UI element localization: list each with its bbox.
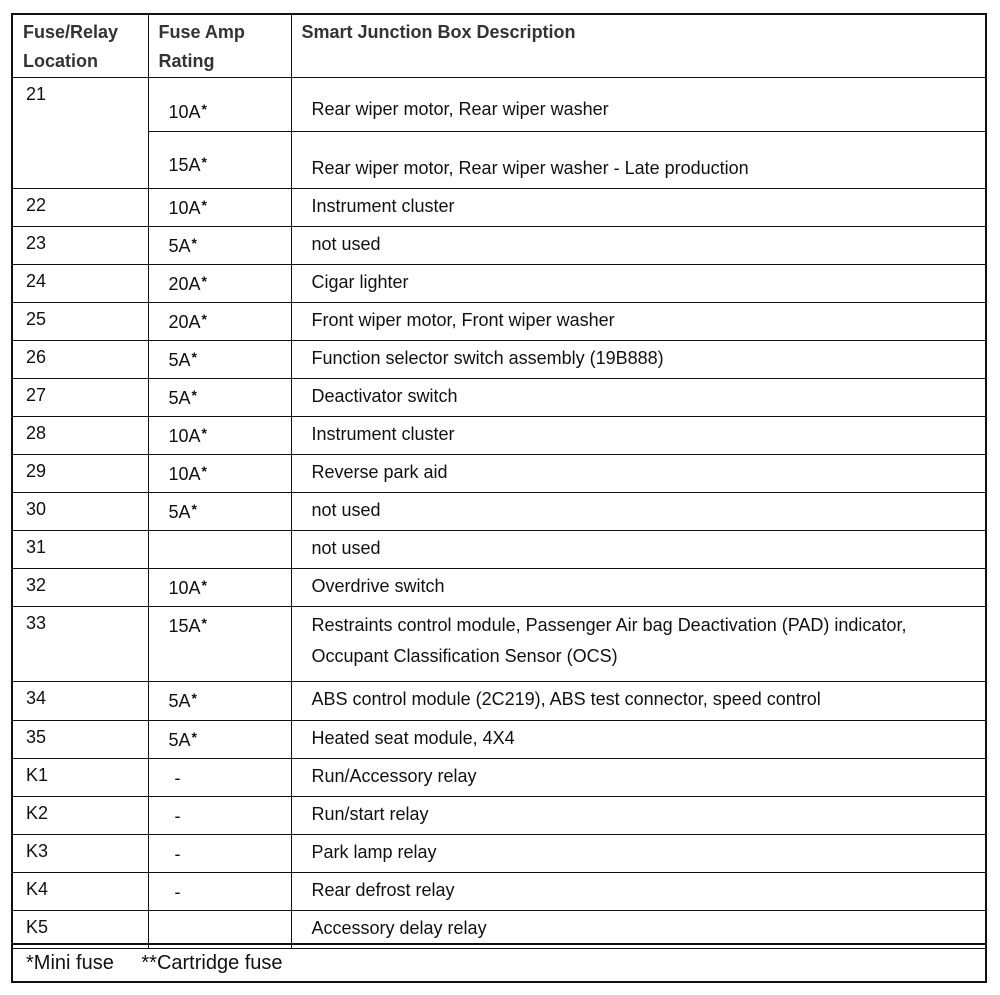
description-cell: ABS control module (2C219), ABS test connector, speed control — [291, 681, 985, 720]
footnote-legend — [13, 943, 985, 981]
description-cell: Restraints control module, Passenger Air bag Deactivation (PAD) indicator, Occupant Classification Sensor (OCS) — [291, 606, 985, 681]
amp-cell: 10A* — [148, 568, 291, 606]
location-cell: K1 — [13, 758, 148, 796]
cartridge-fuse-note: **Cartridge fuse — [141, 952, 283, 974]
mini-fuse-note: *Mini fuse — [26, 952, 114, 974]
table-header-row — [13, 15, 985, 77]
location-cell: K4 — [13, 872, 148, 910]
description-cell: Park lamp relay — [291, 834, 985, 872]
table-row — [13, 226, 985, 264]
description-cell: not used — [291, 226, 985, 264]
table-row — [13, 758, 985, 796]
amp-cell: 5A* — [148, 681, 291, 720]
table-row — [13, 834, 985, 872]
header-location: Fuse/Relay Location — [13, 15, 148, 77]
table-row — [13, 340, 985, 378]
amp-cell: 10A* — [148, 416, 291, 454]
location-cell: 22 — [13, 188, 148, 226]
table-row — [13, 872, 985, 910]
location-cell: 25 — [13, 302, 148, 340]
location-cell: 21 — [13, 77, 148, 188]
description-cell: not used — [291, 492, 985, 530]
table-row — [13, 188, 985, 226]
amp-cell: - — [148, 872, 291, 910]
description-cell: Reverse park aid — [291, 454, 985, 492]
description-cell: Instrument cluster — [291, 188, 985, 226]
description-cell: Run/Accessory relay — [291, 758, 985, 796]
amp-cell: 20A* — [148, 264, 291, 302]
header-amp-rating: Fuse Amp Rating — [148, 15, 291, 77]
description-text: Rear wiper motor, Rear wiper washer - Late production — [311, 157, 749, 178]
header-description: Smart Junction Box Description — [291, 15, 985, 77]
location-cell: 27 — [13, 378, 148, 416]
description-cell — [291, 77, 985, 188]
description-cell: not used — [291, 530, 985, 568]
amp-cell: - — [148, 758, 291, 796]
description-cell: Instrument cluster — [291, 416, 985, 454]
description-text: Rear wiper motor, Rear wiper washer — [311, 98, 609, 119]
location-cell: 26 — [13, 340, 148, 378]
table-row — [13, 606, 985, 681]
location-cell: 31 — [13, 530, 148, 568]
table-row — [13, 492, 985, 530]
location-cell: 33 — [13, 606, 148, 681]
amp-value: 15A* — [168, 153, 207, 175]
location-cell: 30 — [13, 492, 148, 530]
amp-cell: - — [148, 796, 291, 834]
description-cell: Deactivator switch — [291, 378, 985, 416]
amp-cell: 15A* — [148, 606, 291, 681]
table-row — [13, 302, 985, 340]
table-row — [13, 416, 985, 454]
table-row — [13, 720, 985, 758]
description-cell: Rear defrost relay — [291, 872, 985, 910]
location-cell: 34 — [13, 681, 148, 720]
location-cell: 23 — [13, 226, 148, 264]
location-cell: 24 — [13, 264, 148, 302]
table-row — [13, 681, 985, 720]
description-cell: Accessory delay relay — [291, 910, 985, 948]
location-cell: 32 — [13, 568, 148, 606]
description-cell: Function selector switch assembly (19B888) — [291, 340, 985, 378]
location-cell: 29 — [13, 454, 148, 492]
table-row — [13, 378, 985, 416]
amp-cell: 5A* — [148, 378, 291, 416]
amp-cell: 5A* — [148, 720, 291, 758]
amp-cell: 20A* — [148, 302, 291, 340]
location-cell: K3 — [13, 834, 148, 872]
table-row — [13, 568, 985, 606]
table-row — [13, 264, 985, 302]
fuse-table — [13, 15, 985, 949]
amp-cell: 10A* — [148, 454, 291, 492]
table-row — [13, 530, 985, 568]
amp-cell: 10A* — [148, 188, 291, 226]
fuse-table-document — [11, 13, 987, 983]
amp-cell — [148, 530, 291, 568]
location-cell: 35 — [13, 720, 148, 758]
amp-cell: 5A* — [148, 226, 291, 264]
table-row — [13, 77, 985, 188]
amp-cell — [148, 77, 291, 188]
location-cell: 28 — [13, 416, 148, 454]
table-row — [13, 796, 985, 834]
amp-cell: - — [148, 834, 291, 872]
table-row — [13, 454, 985, 492]
amp-cell: 5A* — [148, 340, 291, 378]
amp-cell: 5A* — [148, 492, 291, 530]
location-cell: K2 — [13, 796, 148, 834]
amp-value: 10A* — [168, 100, 207, 122]
description-cell: Cigar lighter — [291, 264, 985, 302]
location-cell: K5 — [13, 910, 148, 948]
description-cell: Heated seat module, 4X4 — [291, 720, 985, 758]
description-cell: Run/start relay — [291, 796, 985, 834]
description-cell: Front wiper motor, Front wiper washer — [291, 302, 985, 340]
description-cell: Overdrive switch — [291, 568, 985, 606]
